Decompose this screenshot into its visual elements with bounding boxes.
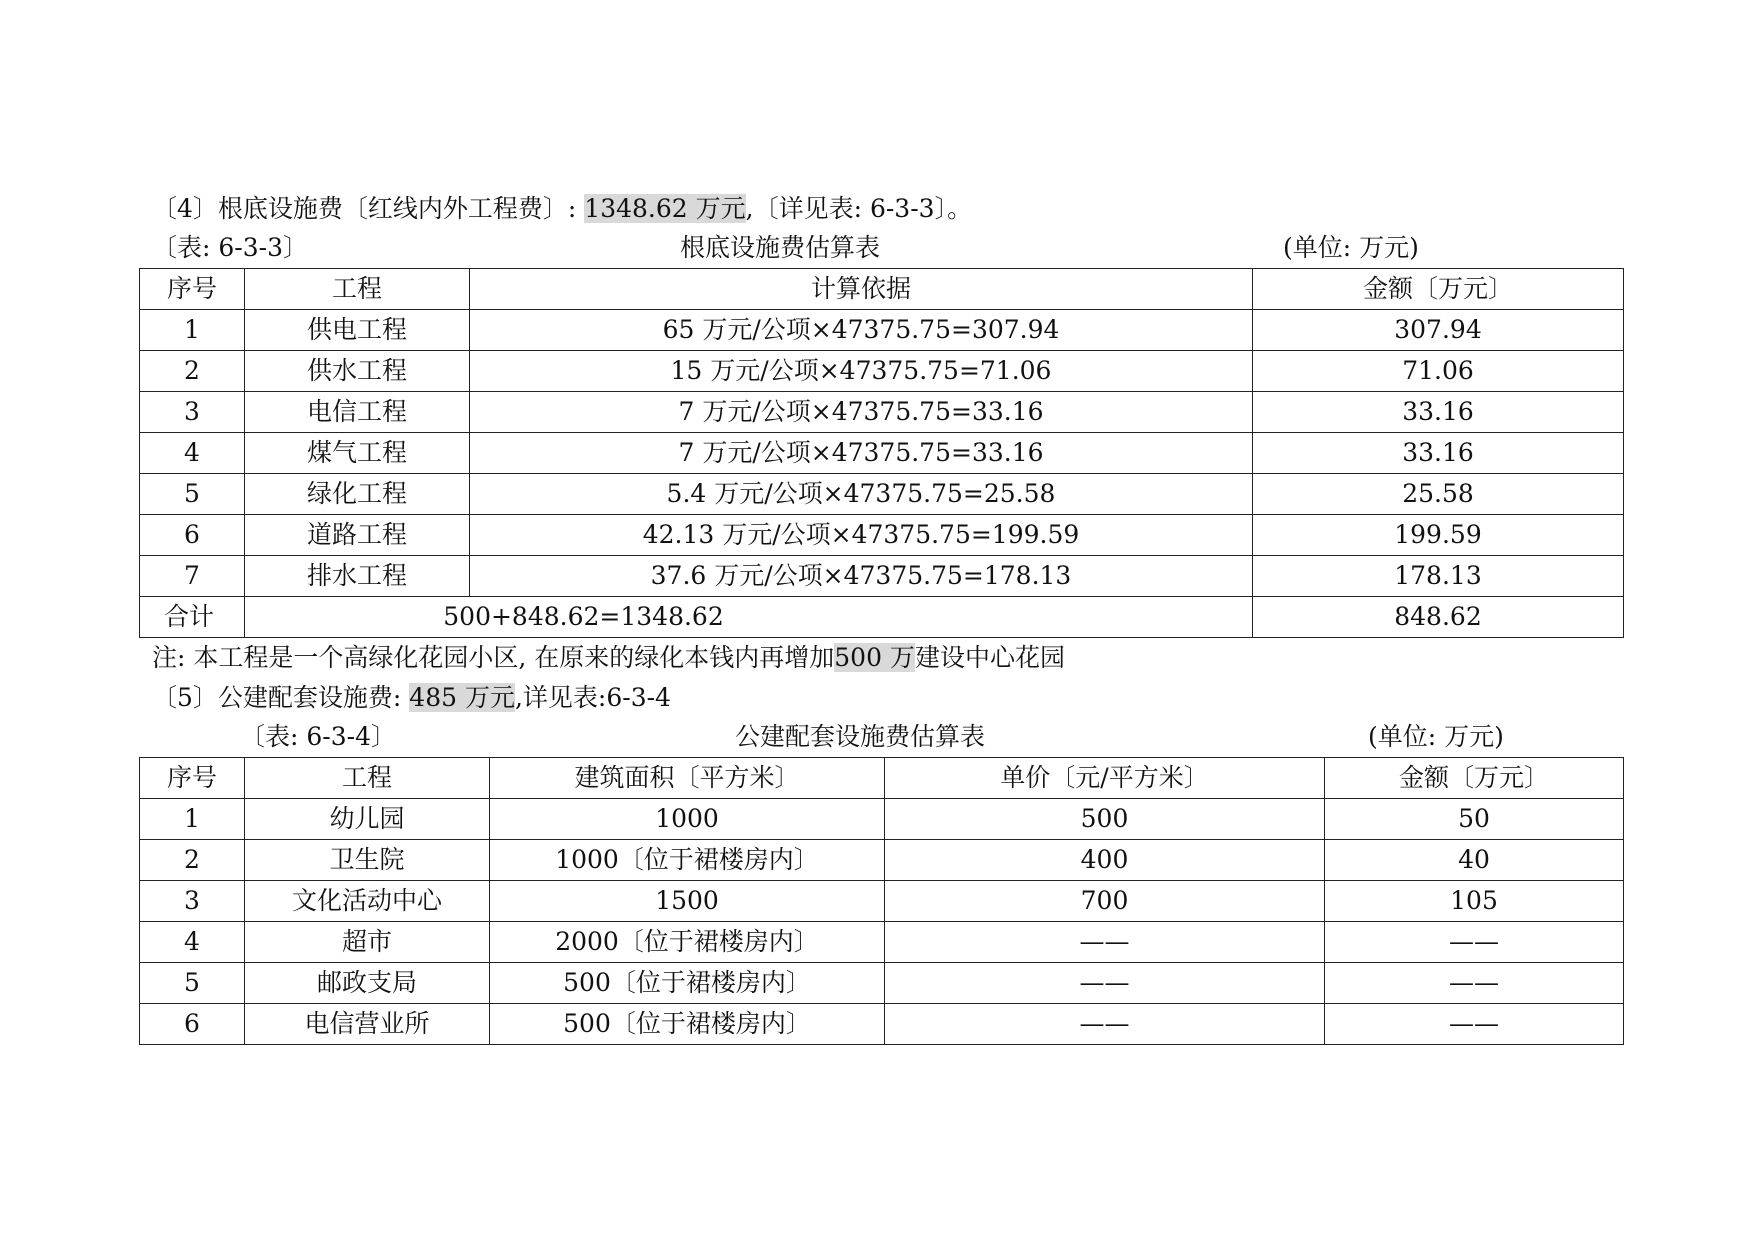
table1-unit: (单位: 万元) [1283, 233, 1419, 262]
table1-title: 根底设施费估算表 [680, 233, 881, 262]
table-row [140, 922, 1624, 963]
table1-label: 〔表: 6-3-3〕 [152, 233, 308, 262]
header-cell: 工程 [245, 269, 470, 310]
table-row [140, 963, 1624, 1004]
row-area: 500〔位于裙楼房内〕 [490, 963, 885, 1004]
row-index: 5 [140, 963, 245, 1004]
row-amount: 50 [1325, 799, 1624, 840]
table-row [140, 881, 1624, 922]
row-basis: 5.4 万元/公项×47375.75=25.58 [470, 474, 1253, 515]
total-label: 合计 [140, 597, 245, 638]
row-amount: 33.16 [1253, 392, 1624, 433]
header-cell: 工程 [245, 758, 490, 799]
row-project: 超市 [245, 922, 490, 963]
header-cell: 单价〔元/平方米〕 [885, 758, 1325, 799]
row-amount: —— [1325, 922, 1624, 963]
row-unit-price: —— [885, 922, 1325, 963]
row-index: 1 [140, 310, 245, 351]
row-basis: 65 万元/公项×47375.75=307.94 [470, 310, 1253, 351]
total-amount: 848.62 [1253, 597, 1624, 638]
row-unit-price: 500 [885, 799, 1325, 840]
table2-title: 公建配套设施费估算表 [735, 722, 986, 751]
row-project: 幼儿园 [245, 799, 490, 840]
table-row [140, 392, 1624, 433]
row-basis: 7 万元/公项×47375.75=33.16 [470, 392, 1253, 433]
header-cell: 建筑面积〔平方米〕 [490, 758, 885, 799]
row-amount: 40 [1325, 840, 1624, 881]
section4-prefix: 〔4〕根底设施费〔红线内外工程费〕: [152, 194, 577, 223]
row-amount: 307.94 [1253, 310, 1624, 351]
row-project: 煤气工程 [245, 433, 470, 474]
row-area: 2000〔位于裙楼房内〕 [490, 922, 885, 963]
row-unit-price: —— [885, 1004, 1325, 1045]
table-row [140, 840, 1624, 881]
section5-suffix: ,详见表:6-3-4 [514, 683, 671, 712]
table-row [140, 556, 1624, 597]
row-project: 卫生院 [245, 840, 490, 881]
table2-unit: (单位: 万元) [1368, 722, 1504, 751]
row-amount: 33.16 [1253, 433, 1624, 474]
row-basis: 7 万元/公项×47375.75=33.16 [470, 433, 1253, 474]
table2-label: 〔表: 6-3-4〕 [240, 722, 396, 751]
row-project: 邮政支局 [245, 963, 490, 1004]
row-project: 文化活动中心 [245, 881, 490, 922]
note-line [152, 638, 1065, 678]
row-index: 3 [140, 392, 245, 433]
section4-line [152, 189, 972, 229]
header-cell: 计算依据 [470, 269, 1253, 310]
table-row [140, 1004, 1624, 1045]
section4-amount: 1348.62 万元 [584, 194, 746, 223]
row-project: 供水工程 [245, 351, 470, 392]
table-row [140, 515, 1624, 556]
row-basis: 37.6 万元/公项×47375.75=178.13 [470, 556, 1253, 597]
row-index: 7 [140, 556, 245, 597]
row-amount: 199.59 [1253, 515, 1624, 556]
total-formula: 500+848.62=1348.62 [245, 597, 1253, 638]
header-cell: 金额〔万元〕 [1325, 758, 1624, 799]
row-project: 供电工程 [245, 310, 470, 351]
header-cell: 金额〔万元〕 [1253, 269, 1624, 310]
table-header-row [140, 758, 1624, 799]
section5-prefix: 〔5〕公建配套设施费: [152, 683, 402, 712]
row-project: 排水工程 [245, 556, 470, 597]
infrastructure-cost-table [139, 268, 1624, 638]
table-row [140, 474, 1624, 515]
header-cell: 序号 [140, 269, 245, 310]
row-amount: 25.58 [1253, 474, 1624, 515]
row-amount: 105 [1325, 881, 1624, 922]
row-amount: 71.06 [1253, 351, 1624, 392]
row-area: 1500 [490, 881, 885, 922]
row-project: 电信工程 [245, 392, 470, 433]
row-amount: —— [1325, 1004, 1624, 1045]
row-unit-price: 700 [885, 881, 1325, 922]
row-index: 5 [140, 474, 245, 515]
section5-line [152, 678, 671, 718]
table-row [140, 310, 1624, 351]
note-amount: 500 万 [834, 643, 915, 672]
row-area: 1000 [490, 799, 885, 840]
section4-suffix: ,〔详见表: 6-3-3〕。 [745, 194, 973, 223]
row-area: 1000〔位于裙楼房内〕 [490, 840, 885, 881]
row-unit-price: 400 [885, 840, 1325, 881]
row-project: 电信营业所 [245, 1004, 490, 1045]
row-index: 4 [140, 922, 245, 963]
table-total-row [140, 597, 1624, 638]
row-index: 2 [140, 351, 245, 392]
row-index: 4 [140, 433, 245, 474]
row-index: 1 [140, 799, 245, 840]
row-unit-price: —— [885, 963, 1325, 1004]
table-row [140, 799, 1624, 840]
note-suffix: 建设中心花园 [914, 643, 1065, 672]
row-amount: —— [1325, 963, 1624, 1004]
table-row [140, 433, 1624, 474]
header-cell: 序号 [140, 758, 245, 799]
row-index: 3 [140, 881, 245, 922]
row-project: 绿化工程 [245, 474, 470, 515]
table-header-row [140, 269, 1624, 310]
row-amount: 178.13 [1253, 556, 1624, 597]
section5-amount: 485 万元 [409, 683, 515, 712]
row-index: 6 [140, 1004, 245, 1045]
table-row [140, 351, 1624, 392]
row-index: 6 [140, 515, 245, 556]
row-index: 2 [140, 840, 245, 881]
row-area: 500〔位于裙楼房内〕 [490, 1004, 885, 1045]
note-prefix: 注: 本工程是一个高绿化花园小区, 在原来的绿化本钱内再增加 [152, 643, 835, 672]
row-basis: 42.13 万元/公项×47375.75=199.59 [470, 515, 1253, 556]
public-facilities-cost-table [139, 757, 1624, 1045]
row-basis: 15 万元/公项×47375.75=71.06 [470, 351, 1253, 392]
row-project: 道路工程 [245, 515, 470, 556]
